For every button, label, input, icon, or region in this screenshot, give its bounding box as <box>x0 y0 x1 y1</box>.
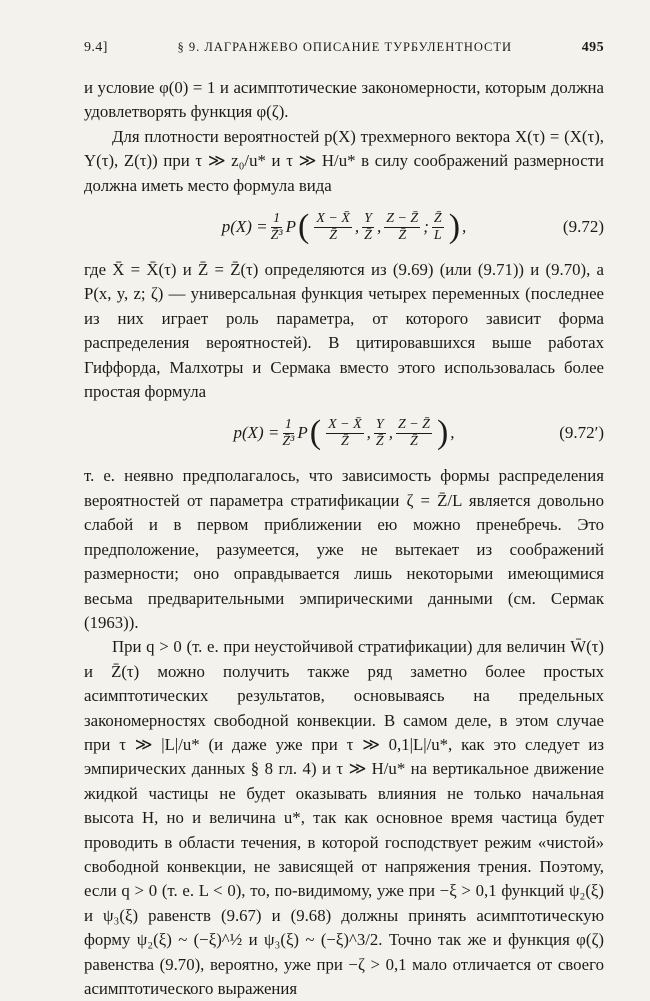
formula-lhs: p(X) = <box>233 423 280 443</box>
denominator: Z̄³ <box>282 433 295 449</box>
formula-9-72 <box>84 200 604 254</box>
running-header <box>84 40 604 56</box>
denominator: Z̄ <box>375 433 384 449</box>
numerator: X − X̄ <box>328 416 362 432</box>
numerator: 1 <box>273 210 281 226</box>
paragraph-5: При q > 0 (т. е. при неустойчивой стратификации) для величин W̄(τ) и Z̄(τ) можно получить также ряд заметно более простых асимптотических результатов, основываясь на предельных закономерностях свободной конвекции. В самом деле, в этом случае при τ ≫ |L|/u* (и даже уже при τ ≫ 0,1|L|/u*, как это следует из эмпирических данных § 8 гл. 4) и τ ≫ H/u* на вертикальное движение жидкой частицы не будет оказывать влияния не только начальная высота H, но и величина u*, так как основное время частица будет проводить в области течения, в которой господствует режим «чистой» свободной конвекции, не зависящей от напряжения трения. Поэтому, если q > 0 (т. е. L < 0), то, по-видимому, уже при −ξ > 0,1 функций ψ₂(ξ) и ψ₃(ξ) равенств (9.67) и (9.68) должны принять асимптотическую форму ψ₂(ξ) ~ (−ξ)^½ и ψ₃(ξ) ~ (−ξ)^3/2. Точно так же и функция φ(ζ) равенства (9.70), вероятно, уже при −ζ > 0,1 мало отличается от своего асимптотического выражения <box>84 637 604 998</box>
denominator: Z̄ <box>340 433 349 449</box>
close-bracket: ) <box>436 414 449 452</box>
function-P: P <box>285 217 297 237</box>
separator: ; <box>423 217 429 237</box>
denominator: L <box>433 227 442 243</box>
close-bracket: ) <box>448 208 461 246</box>
paragraph-1: и условие φ(0) = 1 и асимптотические закономерности, которым должна удовлетворять функция φ(ζ). <box>84 78 604 122</box>
open-bracket: ( <box>309 414 322 452</box>
open-bracket: ( <box>298 208 310 246</box>
term-4-fraction <box>432 211 444 244</box>
separator: , <box>354 217 360 237</box>
equation-number: (9.72′) <box>559 423 604 443</box>
term-2-fraction <box>362 211 374 244</box>
numerator: Y <box>375 416 384 432</box>
paragraph-2: Для плотности вероятностей p(X) трехмерного вектора X(τ) = (X(τ), Y(τ), Z(τ)) при τ ≫ z₀/u* и τ ≫ H/u* в силу соображений размерности должна иметь место формула вида <box>84 126 604 195</box>
denominator: Z̄ <box>364 227 372 243</box>
equation-number: (9.72) <box>562 217 604 237</box>
term-3-fraction <box>396 417 432 450</box>
section-number: 9.4] <box>84 40 108 55</box>
page-number: 495 <box>581 40 604 55</box>
running-title: § 9. ЛАГРАНЖЕВО ОПИСАНИЕ ТУРБУЛЕНТНОСТИ <box>177 40 513 54</box>
denominator: Z̄ <box>398 227 407 243</box>
paragraph-4: т. е. неявно предполагалось, что зависимость формы распределения вероятностей от параметра стратификации ζ = Z̄/L является довольно слабой и в первом приближении ею можно пренебречь. Это предположение, разумеется, уже не вытекает из соображений размерности; оно оправдывается лишь некоторыми имеющимися весьма предварительными эмпирическими данными (см. Сермак (1963)). <box>84 466 604 632</box>
separator: , <box>388 423 393 443</box>
formula-9-72-prime <box>84 406 604 460</box>
numerator: Z̄ <box>433 210 442 226</box>
denominator: Z̄³ <box>270 227 283 243</box>
term-2-fraction <box>374 417 386 450</box>
denominator: Z̄ <box>410 433 418 449</box>
formula-lhs: p(X) = <box>221 217 268 237</box>
coefficient-fraction <box>271 211 283 244</box>
numerator: Z − Z̄ <box>386 210 419 226</box>
separator: , <box>376 217 382 237</box>
numerator: X − X̄ <box>316 210 350 226</box>
term-3-fraction <box>384 211 420 244</box>
coefficient-fraction <box>282 417 294 450</box>
term-1-fraction <box>314 211 352 244</box>
trailing-comma: , <box>462 217 467 237</box>
numerator: Z − Z̄ <box>397 416 430 432</box>
paragraph-3: где X̄ = X̄(τ) и Z̄ = Z̄(τ) определяются из (9.69) (или (9.71)) и (9.70), а P(x, y, z; ζ) — универсальная функция четырех переменных (последнее из них играет роль параметра, от которого зависит форма распределения вероятностей). В цитировавшихся выше работах Гиффорда, Малхотры и Сермака вместо этого использовалась более простая формула <box>84 260 604 402</box>
denominator: Z̄ <box>329 227 338 243</box>
numerator: Y <box>364 210 372 226</box>
term-1-fraction <box>326 417 364 450</box>
function-P: P <box>297 423 308 443</box>
separator: , <box>366 423 371 443</box>
trailing-comma: , <box>450 423 455 443</box>
numerator: 1 <box>284 416 292 432</box>
